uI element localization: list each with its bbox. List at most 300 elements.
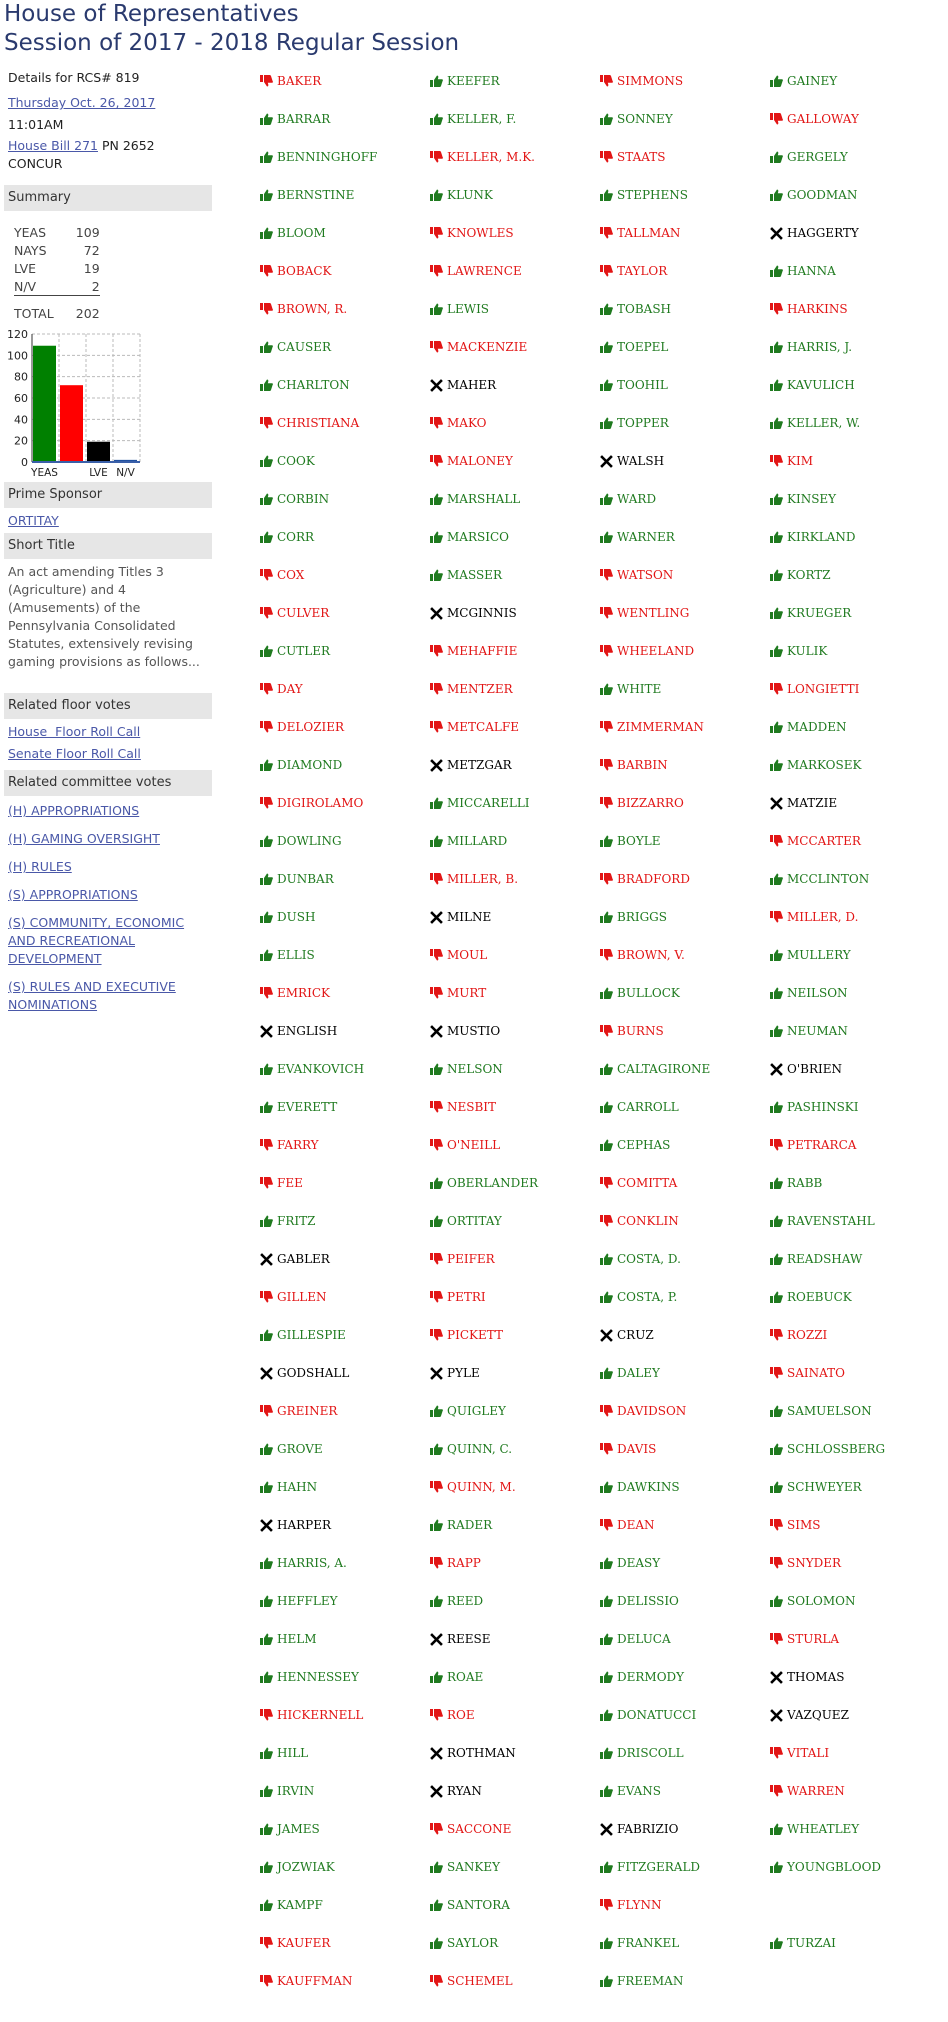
thumbs-up-icon <box>429 1670 444 1684</box>
member-vote <box>259 1629 429 1649</box>
member-vote <box>599 869 769 889</box>
thumbs-down-icon <box>259 606 274 620</box>
thumbs-up-icon <box>429 530 444 544</box>
member-vote <box>429 1781 599 1801</box>
member-name: PEIFER <box>447 1252 495 1266</box>
thumbs-up-icon <box>769 986 784 1000</box>
member-vote <box>769 1819 939 1839</box>
x-mark-icon <box>429 1784 444 1798</box>
member-vote <box>259 1781 429 1801</box>
summary-total-label: TOTAL <box>14 305 54 321</box>
x-tick-label: YEAS <box>31 467 58 479</box>
member-name: WATSON <box>617 568 674 582</box>
thumbs-up-icon <box>599 112 614 126</box>
member-name: HELM <box>277 1632 317 1646</box>
committee-link-h-rules[interactable]: (H) RULES <box>8 859 72 874</box>
house-floor-roll-call-link[interactable]: House Floor Roll Call <box>8 724 141 739</box>
thumbs-up-icon <box>429 1898 444 1912</box>
thumbs-up-icon <box>429 1860 444 1874</box>
member-vote <box>429 717 599 737</box>
empty-cell <box>769 1971 939 1991</box>
thumbs-up-icon <box>769 1860 784 1874</box>
member-name: CUTLER <box>277 644 331 658</box>
member-vote <box>429 1971 599 1991</box>
thumbs-up-icon <box>769 606 784 620</box>
member-name: SCHWEYER <box>787 1480 862 1494</box>
committee-link-h-appropriations[interactable]: (H) APPROPRIATIONS <box>8 803 140 818</box>
member-vote <box>259 1363 429 1383</box>
thumbs-up-icon <box>259 948 274 962</box>
member-vote <box>429 71 599 91</box>
member-name: WARD <box>617 492 657 506</box>
vote-row <box>259 1173 939 1211</box>
vote-row <box>259 71 939 109</box>
member-name: GALLOWAY <box>787 112 859 126</box>
vote-row <box>259 1401 939 1439</box>
member-name: RAVENSTAHL <box>787 1214 875 1228</box>
member-name: LEWIS <box>447 302 490 316</box>
member-vote <box>769 831 939 851</box>
member-vote <box>429 1553 599 1573</box>
thumbs-down-icon <box>259 1974 274 1988</box>
member-vote <box>769 1363 939 1383</box>
thumbs-down-icon <box>259 302 274 316</box>
member-name: DEASY <box>617 1556 661 1570</box>
member-vote <box>769 1591 939 1611</box>
member-vote <box>429 1895 599 1915</box>
member-name: ROEBUCK <box>787 1290 852 1304</box>
vote-row <box>259 1705 939 1743</box>
member-name: COMITTA <box>617 1176 678 1190</box>
member-name: FITZGERALD <box>617 1860 701 1874</box>
member-vote <box>259 1553 429 1573</box>
x-mark-icon <box>429 1366 444 1380</box>
member-name: DIGIROLAMO <box>277 796 364 810</box>
summary-label: LVE <box>14 260 37 276</box>
thumbs-up-icon <box>599 1746 614 1760</box>
member-vote <box>769 679 939 699</box>
thumbs-down-icon <box>259 796 274 810</box>
thumbs-down-icon <box>429 150 444 164</box>
thumbs-up-icon <box>769 1594 784 1608</box>
vote-row <box>259 299 939 337</box>
summary-value: 72 <box>83 242 100 258</box>
member-vote <box>259 1705 429 1725</box>
vote-row <box>259 1591 939 1629</box>
member-name: SIMS <box>787 1518 821 1532</box>
bar-yeas <box>33 346 56 462</box>
thumbs-down-icon <box>599 1518 614 1532</box>
member-vote <box>599 1819 769 1839</box>
member-name: JAMES <box>277 1822 320 1836</box>
member-vote <box>429 1325 599 1345</box>
member-name: BARBIN <box>617 758 668 772</box>
member-name: CRUZ <box>617 1328 654 1342</box>
member-vote <box>769 1173 939 1193</box>
member-name: CALTAGIRONE <box>617 1062 711 1076</box>
member-vote <box>599 1553 769 1573</box>
member-name: MAHER <box>447 378 497 392</box>
member-name: MILNE <box>447 910 492 924</box>
vote-row <box>259 1515 939 1553</box>
member-vote <box>769 1439 939 1459</box>
x-mark-icon <box>259 1366 274 1380</box>
thumbs-down-icon <box>599 264 614 278</box>
y-tick-label: 100 <box>7 349 28 363</box>
thumbs-down-icon <box>429 682 444 696</box>
related-committee-heading: Related committee votes <box>4 770 212 796</box>
member-vote <box>599 907 769 927</box>
member-name: GILLEN <box>277 1290 327 1304</box>
thumbs-down-icon <box>429 644 444 658</box>
thumbs-down-icon <box>599 74 614 88</box>
committee-link-s-appropriations[interactable]: (S) APPROPRIATIONS <box>8 887 138 902</box>
member-name: KIRKLAND <box>787 530 856 544</box>
member-vote <box>429 945 599 965</box>
member-name: GREINER <box>277 1404 338 1418</box>
thumbs-up-icon <box>429 796 444 810</box>
thumbs-up-icon <box>599 1974 614 1988</box>
thumbs-up-icon <box>769 264 784 278</box>
member-vote <box>599 679 769 699</box>
thumbs-up-icon <box>259 340 274 354</box>
member-name: KELLER, F. <box>447 112 517 126</box>
thumbs-up-icon <box>259 112 274 126</box>
member-name: SACCONE <box>447 1822 512 1836</box>
member-name: WALSH <box>617 454 665 468</box>
member-name: MICCARELLI <box>447 796 530 810</box>
member-vote <box>259 641 429 661</box>
member-vote <box>429 1857 599 1877</box>
thumbs-up-icon <box>599 1366 614 1380</box>
member-name: KAUFER <box>277 1936 331 1950</box>
vote-row <box>259 1781 939 1819</box>
member-vote <box>769 1553 939 1573</box>
member-vote <box>769 1325 939 1345</box>
vote-row <box>259 1857 939 1895</box>
member-name: BERNSTINE <box>277 188 355 202</box>
member-vote <box>599 337 769 357</box>
member-name: MILLARD <box>447 834 508 848</box>
member-name: MARSICO <box>447 530 509 544</box>
member-name: GERGELY <box>787 150 848 164</box>
committee-link-s-rules-executive[interactable]: (S) RULES AND EXECUTIVE NOMINATIONS <box>8 979 176 1012</box>
y-tick-label: 40 <box>14 413 28 427</box>
member-name: RADER <box>447 1518 493 1532</box>
member-name: MEHAFFIE <box>447 644 518 658</box>
vote-row <box>259 1287 939 1325</box>
bill-link[interactable]: House Bill 271 <box>8 138 98 153</box>
member-name: NEUMAN <box>787 1024 848 1038</box>
member-name: BURNS <box>617 1024 664 1038</box>
member-name: TAYLOR <box>617 264 668 278</box>
member-name: MARKOSEK <box>787 758 862 772</box>
thumbs-down-icon <box>599 606 614 620</box>
thumbs-down-icon <box>429 1290 444 1304</box>
thumbs-down-icon <box>429 264 444 278</box>
member-name: ELLIS <box>277 948 315 962</box>
member-name: KLUNK <box>447 188 493 202</box>
member-vote <box>599 1021 769 1041</box>
thumbs-down-icon <box>769 1746 784 1760</box>
member-name: TOBASH <box>617 302 672 316</box>
member-name: KELLER, W. <box>787 416 861 430</box>
member-vote <box>259 1287 429 1307</box>
thumbs-down-icon <box>429 872 444 886</box>
member-name: DRISCOLL <box>617 1746 684 1760</box>
member-name: ZIMMERMAN <box>617 720 704 734</box>
member-vote <box>769 1933 939 1953</box>
member-vote <box>429 831 599 851</box>
thumbs-down-icon <box>429 1708 444 1722</box>
member-vote <box>769 1667 939 1687</box>
thumbs-up-icon <box>599 986 614 1000</box>
y-tick-label: 80 <box>14 370 28 384</box>
member-vote <box>599 147 769 167</box>
thumbs-down-icon <box>599 644 614 658</box>
member-name: CORR <box>277 530 315 544</box>
member-name: SONNEY <box>617 112 673 126</box>
member-vote <box>429 1515 599 1535</box>
vote-row <box>259 1895 939 1933</box>
member-vote <box>259 1743 429 1763</box>
thumbs-up-icon <box>259 1214 274 1228</box>
member-vote <box>599 565 769 585</box>
member-name: FABRIZIO <box>617 1822 679 1836</box>
thumbs-up-icon <box>599 302 614 316</box>
thumbs-up-icon <box>599 910 614 924</box>
thumbs-down-icon <box>769 454 784 468</box>
member-name: LAWRENCE <box>447 264 522 278</box>
member-vote <box>599 1629 769 1649</box>
vote-row <box>259 1325 939 1363</box>
thumbs-up-icon <box>599 1594 614 1608</box>
thumbs-down-icon <box>769 1556 784 1570</box>
member-vote <box>599 1401 769 1421</box>
member-name: MASSER <box>447 568 502 582</box>
summary-value: 2 <box>54 277 100 296</box>
thumbs-down-icon <box>259 1290 274 1304</box>
summary-row <box>14 241 100 259</box>
member-vote <box>599 1249 769 1269</box>
member-vote <box>429 185 599 205</box>
thumbs-up-icon <box>429 1594 444 1608</box>
member-name: PETRI <box>447 1290 486 1304</box>
member-name: BROWN, R. <box>277 302 348 316</box>
vote-row <box>259 603 939 641</box>
member-vote <box>259 1591 429 1611</box>
thumbs-down-icon <box>259 720 274 734</box>
member-name: KORTZ <box>787 568 831 582</box>
member-vote <box>429 907 599 927</box>
member-name: WARNER <box>617 530 675 544</box>
member-vote <box>769 907 939 927</box>
thumbs-up-icon <box>259 910 274 924</box>
vote-date-link[interactable]: Thursday Oct. 26, 2017 <box>8 95 156 110</box>
member-name: WARREN <box>787 1784 845 1798</box>
member-name: KAVULICH <box>787 378 855 392</box>
thumbs-down-icon <box>599 150 614 164</box>
prime-sponsor-link[interactable]: ORTITAY <box>8 513 59 528</box>
member-name: SAMUELSON <box>787 1404 872 1418</box>
thumbs-up-icon <box>769 1480 784 1494</box>
member-vote <box>259 261 429 281</box>
member-vote <box>259 793 429 813</box>
vote-row <box>259 717 939 755</box>
member-name: BRADFORD <box>617 872 690 886</box>
member-name: REED <box>447 1594 484 1608</box>
thumbs-down-icon <box>429 1480 444 1494</box>
member-name: STURLA <box>787 1632 840 1646</box>
member-name: GODSHALL <box>277 1366 350 1380</box>
member-vote <box>599 717 769 737</box>
member-name: DIAMOND <box>277 758 343 772</box>
member-name: BOBACK <box>277 264 332 278</box>
member-vote <box>769 337 939 357</box>
thumbs-down-icon <box>429 454 444 468</box>
thumbs-up-icon <box>429 74 444 88</box>
member-name: DALEY <box>617 1366 660 1380</box>
member-vote <box>429 413 599 433</box>
member-vote <box>769 1401 939 1421</box>
x-mark-icon <box>429 606 444 620</box>
member-name: PETRARCA <box>787 1138 857 1152</box>
vote-row <box>259 1211 939 1249</box>
member-vote <box>259 1021 429 1041</box>
member-vote <box>769 109 939 129</box>
member-name: TOPPER <box>617 416 669 430</box>
member-vote <box>599 1211 769 1231</box>
member-name: NELSON <box>447 1062 503 1076</box>
thumbs-up-icon <box>599 1138 614 1152</box>
committee-link-h-gaming-oversight[interactable]: (H) GAMING OVERSIGHT <box>8 831 160 846</box>
x-mark-icon <box>599 454 614 468</box>
member-name: THOMAS <box>787 1670 845 1684</box>
thumbs-up-icon <box>769 758 784 772</box>
thumbs-up-icon <box>769 1442 784 1456</box>
thumbs-up-icon <box>259 1556 274 1570</box>
related-floor-heading: Related floor votes <box>4 693 212 719</box>
member-name: SANKEY <box>447 1860 501 1874</box>
vote-row <box>259 1667 939 1705</box>
member-name: READSHAW <box>787 1252 863 1266</box>
summary-total-value: 202 <box>75 305 100 321</box>
thumbs-up-icon <box>769 948 784 962</box>
member-vote <box>429 489 599 509</box>
member-vote <box>769 793 939 813</box>
member-vote <box>599 1439 769 1459</box>
thumbs-up-icon <box>769 872 784 886</box>
member-name: GABLER <box>277 1252 330 1266</box>
thumbs-up-icon <box>429 1062 444 1076</box>
member-vote <box>599 793 769 813</box>
summary-label: YEAS <box>14 224 47 240</box>
member-name: SAYLOR <box>447 1936 499 1950</box>
member-vote <box>769 1059 939 1079</box>
thumbs-down-icon <box>259 682 274 696</box>
thumbs-down-icon <box>429 986 444 1000</box>
thumbs-down-icon <box>769 1328 784 1342</box>
member-vote <box>429 1021 599 1041</box>
thumbs-up-icon <box>259 1632 274 1646</box>
member-vote <box>599 185 769 205</box>
member-vote <box>599 1933 769 1953</box>
member-name: HARKINS <box>787 302 848 316</box>
thumbs-up-icon <box>259 188 274 202</box>
member-name: CONKLIN <box>617 1214 679 1228</box>
member-name: DELISSIO <box>617 1594 679 1608</box>
member-name: WHEATLEY <box>787 1822 860 1836</box>
thumbs-down-icon <box>429 226 444 240</box>
x-mark-icon <box>769 796 784 810</box>
member-name: FRANKEL <box>617 1936 680 1950</box>
member-vote <box>769 223 939 243</box>
member-name: GOODMAN <box>787 188 858 202</box>
senate-floor-roll-call-link[interactable]: Senate Floor Roll Call <box>8 746 141 761</box>
member-vote <box>769 717 939 737</box>
printer-number: PN 2652 <box>97 138 155 153</box>
member-vote <box>429 1705 599 1725</box>
member-vote <box>429 299 599 319</box>
member-name: SNYDER <box>787 1556 842 1570</box>
committee-link-s-community-economic[interactable]: (S) COMMUNITY, ECONOMIC AND RECREATIONAL DEVELOPMENT <box>8 915 185 966</box>
thumbs-down-icon <box>259 1138 274 1152</box>
member-vote <box>769 1211 939 1231</box>
member-name: MOUL <box>447 948 488 962</box>
member-vote <box>769 261 939 281</box>
thumbs-down-icon <box>429 1974 444 1988</box>
vote-row <box>259 641 939 679</box>
member-vote <box>259 451 429 471</box>
vote-row <box>259 1819 939 1857</box>
member-name: EVANKOVICH <box>277 1062 365 1076</box>
member-name: CHRISTIANA <box>277 416 360 430</box>
thumbs-up-icon <box>599 188 614 202</box>
member-vote <box>599 1705 769 1725</box>
member-name: MILLER, B. <box>447 872 519 886</box>
roll-call-grid <box>259 71 939 2009</box>
thumbs-up-icon <box>769 378 784 392</box>
member-name: CHARLTON <box>277 378 350 392</box>
member-name: FARRY <box>277 1138 319 1152</box>
member-name: RABB <box>787 1176 823 1190</box>
x-tick-label: LVE <box>89 467 108 479</box>
member-vote <box>259 1439 429 1459</box>
member-name: MENTZER <box>447 682 513 696</box>
thumbs-down-icon <box>599 1024 614 1038</box>
member-vote <box>429 1819 599 1839</box>
vote-row <box>259 1933 939 1971</box>
member-vote <box>259 299 429 319</box>
empty-cell <box>769 1895 939 1915</box>
thumbs-up-icon <box>429 1214 444 1228</box>
x-mark-icon <box>599 1822 614 1836</box>
member-vote <box>429 527 599 547</box>
page-title <box>4 0 459 58</box>
vote-row <box>259 489 939 527</box>
member-vote <box>599 755 769 775</box>
member-vote <box>599 451 769 471</box>
member-name: EMRICK <box>277 986 330 1000</box>
member-vote <box>599 1781 769 1801</box>
member-vote <box>429 109 599 129</box>
member-vote <box>259 375 429 395</box>
thumbs-up-icon <box>599 378 614 392</box>
member-name: KEEFER <box>447 74 500 88</box>
member-vote <box>259 109 429 129</box>
thumbs-down-icon <box>429 1138 444 1152</box>
member-vote <box>259 755 429 775</box>
